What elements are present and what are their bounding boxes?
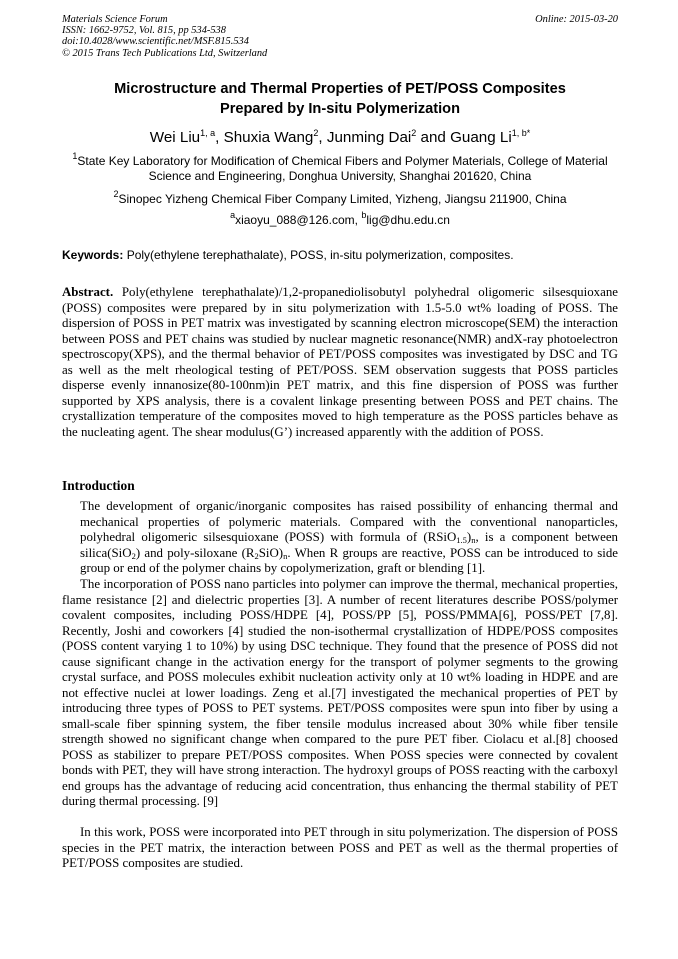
intro-text: ) and poly-siloxane (R — [135, 545, 255, 560]
affiliation-mark: 2 — [113, 189, 119, 199]
intro-text: SiO) — [258, 545, 284, 560]
intro-text: . When R groups are reactive, POSS can be introduced to side group or end of the polymer chains by copolymerization, graft or blending [1]. — [80, 545, 618, 575]
email-mark: a — [230, 210, 236, 220]
section-heading-introduction: Introduction — [62, 478, 135, 493]
intro-paragraph-2: The incorporation of POSS nano particles into polymer can improve the thermal, mechanical properties, flame resistance [2] and dielectric properties [3]. A number of recent literatures describe POSS/polymer covalent composites, including POSS/HDPE [4], POSS/PP [5], POSS/PMMA[6], POSS/PET [7,8]. Recently, Joshi and coworkers [4] studied the non-isothermal crystallization of HDPE/POSS composites (POSS content varying 1 to 10%) by using DSC technique. They found that the presence of POSS did not cause significant change in the activation energy for the transport of polymer segments to the growing crystal surface, and POSS molecules exhibit nucleation activity only at 10 wt% loading in HDPE and are not effective nuclei at lower loadings. Zeng et al.[7] investigated the mechanical properties of PET by introducing three types of POSS to PET systems. PET/POSS composites were spun into fiber by using a small-scale fiber spinning system, the fiber tensile modulus increased about 30% while fiber tensile strength showed no significant change when compared to the pure PET fiber. Ciolacu et al.[8] choosed POSS as stabilizer to prepare PET/POSS composites. When POSS species were connected by covalent bonds with PET, they will have strong interaction. The hydroxyl groups of POSS reacting with the carboxyl end groups has the advantage of reducing acid concentration, thus enhancing the thermal stability of PET during thermal processing. [9] — [62, 577, 618, 808]
title-line-2: Prepared by In-situ Polymerization — [219, 101, 461, 117]
intro-paragraph-3: In this work, POSS were incorporated into PET through in situ polymerization. The dispersion of POSS species in the PET matrix, the interaction between POSS and PET as well as the thermal properties of PET/POSS composites are studied. — [62, 825, 618, 870]
online-date: Online: 2015-03-20 — [535, 14, 618, 25]
author-name: Guang Li — [450, 129, 512, 146]
email-link[interactable]: xiaoyu_088@126.com, — [235, 213, 362, 227]
keywords-line — [62, 248, 618, 263]
journal-header — [62, 14, 618, 59]
author-list — [62, 128, 618, 148]
author-affiliation-mark: 2 — [411, 128, 417, 138]
author-separator: , — [318, 129, 327, 146]
journal-name: Materials Science Forum — [62, 14, 168, 25]
paper-title — [62, 79, 618, 119]
issn-line: ISSN: 1662-9752, Vol. 815, pp 534-538 — [62, 25, 226, 37]
intro-paragraph-1 — [62, 499, 618, 577]
author-separator: , — [215, 129, 224, 146]
author-name: Wei Liu — [149, 129, 201, 146]
title-line-1: Microstructure and Thermal Properties of PET/POSS Composites — [114, 81, 566, 97]
abstract-label: Abstract. — [62, 285, 114, 299]
affiliation-text: Sinopec Yizheng Chemical Fiber Company Limited, Yizheng, Jiangsu 211900, China — [118, 192, 567, 206]
intro-text: The development of organic/inorganic composites has raised possibility of enhancing thermal and mechanical properties of polymeric materials. Compared with the conventional nanoparticles, polyhedral oligomeric silsesquioxane (POSS) with formula of (RSiO — [80, 499, 618, 544]
affiliation-1 — [62, 151, 618, 185]
author-emails — [62, 210, 618, 228]
intro-text: ) — [466, 530, 472, 544]
email-link[interactable]: lig@dhu.edu.cn — [366, 213, 450, 227]
intro-text: , is a component between silica(SiO — [80, 530, 618, 560]
subscript: 2 — [254, 550, 259, 561]
author-name: Shuxia Wang — [223, 129, 314, 146]
author-separator: and — [416, 129, 451, 146]
author-affiliation-mark: 2 — [313, 128, 319, 138]
doi-line: doi:10.4028/www.scientific.net/MSF.815.534 — [62, 36, 249, 48]
subscript: n — [283, 550, 288, 561]
author-name: Junming Dai — [326, 129, 412, 146]
email-mark: b — [361, 210, 367, 220]
keywords-text: Poly(ethylene terephathalate), POSS, in-situ polymerization, composites. — [123, 248, 514, 262]
keywords-label: Keywords: — [62, 248, 124, 262]
affiliation-mark: 1 — [72, 151, 78, 161]
affiliation-text: State Key Laboratory for Modification of Chemical Fibers and Polymer Materials, College of Material Science and Engineering, Donghua University, Shanghai 201620, China — [77, 154, 608, 184]
abstract-text: Poly(ethylene terephathalate)/1,2-propanediolisobutyl polyhedral oligomeric silsesquioxane (POSS) composites were prepared by in situ polymerization with 1.5-5.0 wt% loading of POSS. The dispersion of POSS in PET matrix was investigated by scanning electron microscope(SEM) the interaction between POSS and PET chains was studied by nuclear magnetic resonance(NMR) andX-ray photoelectron spectroscopy(XPS), and the thermal behavior of PET/POSS composites was investigated by DSC and TG as well as the melt rheological testing of PET/POSS. SEM observation suggests that POSS particles disperse evenly innanosize(80-100nm)in PET matrix, and this fine dispersion of POSS was further supported by XPS analysis, there is a covalent linkage presenting between POSS and PET chains. The crystallization temperature of the composites moved to high temperature as the POSS particles behave as the nucleating agent. The shear modulus(G’) increased apparently with the addition of POSS. — [62, 285, 618, 439]
subscript: 2 — [131, 550, 136, 561]
affiliation-2 — [62, 189, 618, 207]
author-affiliation-mark: 1, a — [200, 128, 216, 138]
subscript: 1.5 — [456, 535, 467, 545]
subscript: n — [471, 535, 476, 545]
author-affiliation-mark: 1, b* — [511, 128, 531, 138]
abstract-paragraph — [62, 285, 618, 440]
copyright-line: © 2015 Trans Tech Publications Ltd, Switzerland — [62, 47, 268, 59]
